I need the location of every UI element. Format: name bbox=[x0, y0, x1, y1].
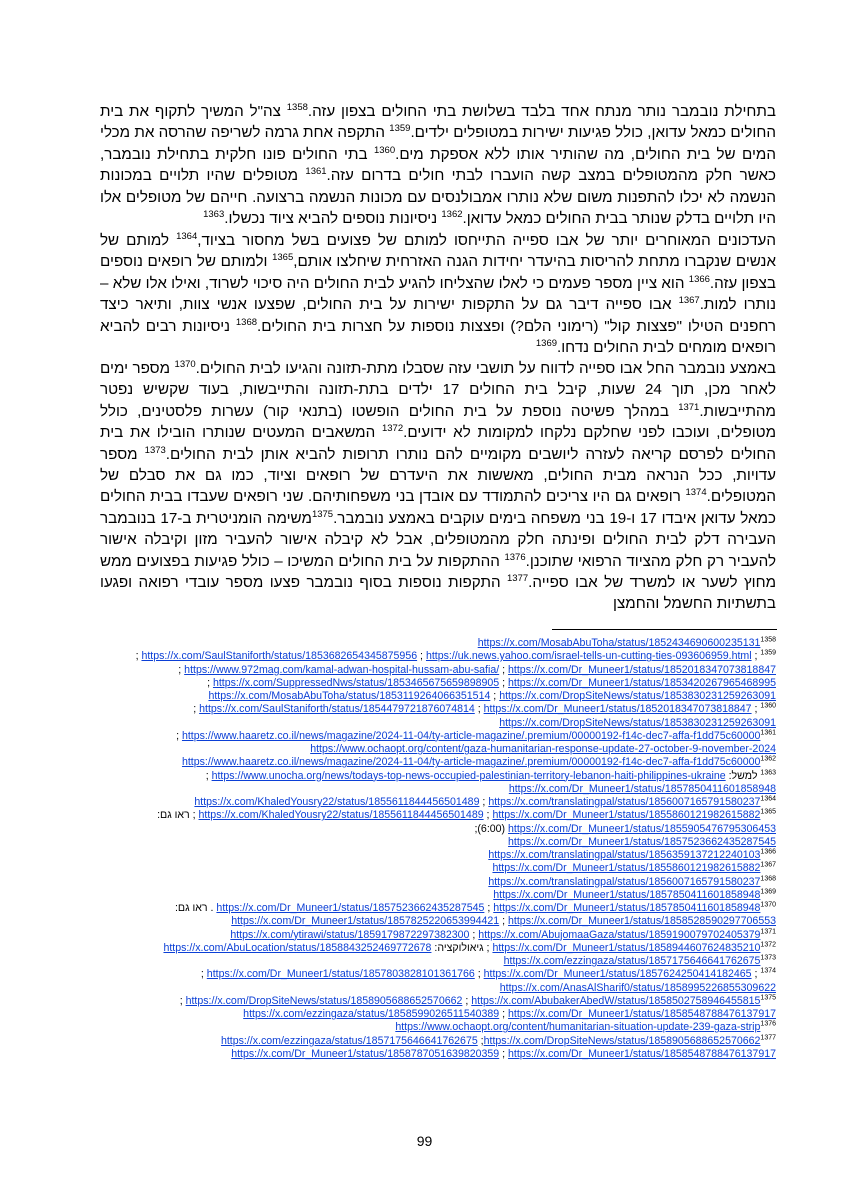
footnote-ref: 1358 bbox=[286, 101, 308, 113]
text-run: ; bbox=[205, 769, 212, 782]
footnote-ref: 1361 bbox=[305, 166, 327, 178]
footnotes-section bbox=[100, 637, 776, 1061]
footnote-ref: 1366 bbox=[760, 848, 776, 856]
footnote bbox=[100, 889, 776, 902]
text-run: ; bbox=[477, 1034, 484, 1047]
text-run: ; bbox=[499, 663, 509, 676]
footnote bbox=[100, 862, 776, 875]
footnote-link[interactable]: https://x.com/Dr_Muneer1/status/1858528590297706553 bbox=[508, 915, 776, 928]
footnote-link[interactable]: https://x.com/SuppressedNws/status/1853465675659898905 bbox=[212, 676, 500, 689]
footnote-link[interactable]: https://www.972mag.com/kamal-adwan-hospital-hussam-abu-safia/ bbox=[184, 663, 500, 676]
text-run: ; bbox=[499, 1008, 509, 1020]
footnote-ref: 1360 bbox=[760, 702, 776, 710]
text-run: ; bbox=[479, 796, 489, 808]
body-paragraph bbox=[100, 230, 776, 358]
footnote-link[interactable]: https://x.com/Dr_Muneer1/status/1852018347073818847 bbox=[483, 703, 752, 716]
text-run: ; bbox=[751, 703, 761, 716]
text-run: למשל: bbox=[725, 769, 761, 782]
footnote-link[interactable]: https://x.com/MosabAbuToha/status/1852434690600235131 bbox=[477, 637, 761, 649]
footnote-link[interactable]: https://x.com/Dr_Muneer1/status/1857523662435287545 bbox=[216, 902, 485, 914]
text-run: ; bbox=[178, 663, 185, 676]
body-paragraph bbox=[100, 101, 776, 229]
page-number: 99 bbox=[416, 1133, 433, 1149]
text-run: הוא ציין מספר פעמים כי לאלו שהצליחו להגיע לבית החולים היה סיכוי לשרוד, ואילו אלו שלא – נותרו למות. bbox=[100, 274, 777, 314]
footnote bbox=[100, 796, 776, 809]
text-run: ; bbox=[200, 968, 207, 981]
footnote-ref: 1376 bbox=[760, 1020, 776, 1028]
footnote-link[interactable]: https://www.unocha.org/news/todays-top-news-occupied-palestinian-territory-lebanon-haiti-philippines-ukraine bbox=[211, 769, 726, 782]
footnote-link[interactable]: https://www.ochaopt.org/content/gaza-humanitarian-response-update-27-october-9-november-2024 bbox=[310, 743, 776, 755]
text-run: צה"ל המשיך לתקוף את בית החולים כמאל עדואן, כולל פגיעות ישירות במטופלים ילדים. bbox=[100, 103, 776, 142]
text-run: ניסיונות נוספים להביא ציוד נכשלו. bbox=[224, 210, 442, 228]
footnote-link[interactable]: https://x.com/ezzingaza/status/1857175646641762675 bbox=[503, 955, 761, 967]
footnote-ref: 1362 bbox=[760, 755, 776, 763]
footnote-ref: 1373 bbox=[144, 444, 166, 456]
text-run: ; bbox=[490, 690, 500, 702]
footnote-ref: 1376 bbox=[504, 551, 526, 563]
footnote-ref: 1365 bbox=[760, 808, 776, 816]
footnote bbox=[100, 836, 776, 849]
footnote-link[interactable]: https://x.com/Dr_Muneer1/status/1857803828101361766 bbox=[206, 968, 475, 981]
text-run: משימה הומניטרית ב-17 בנובמבר העבירה דלק לבית החולים ופינתה חלק מהמטופלים, אבל לא קיבלה אישור להעביר מזון וקיבלה אישור להעביר רק חלק מהציוד הרפואי שתוכנן. bbox=[100, 509, 776, 570]
footnote-link[interactable]: https://x.com/Dr_Muneer1/status/1857850411601858948 bbox=[508, 782, 776, 795]
footnote-link[interactable]: https://x.com/DropSiteNews/status/1853830231259263091 bbox=[499, 690, 776, 702]
footnote-ref: 1360 bbox=[373, 144, 396, 156]
footnote-link[interactable]: https://x.com/Dr_Muneer1/status/1857850411601858948 bbox=[493, 902, 761, 914]
footnote-ref: 1359 bbox=[760, 649, 776, 657]
footnote-ref: 1377 bbox=[760, 1033, 776, 1041]
footnote-link[interactable]: https://x.com/AbubakerAbedW/status/1858502758946455815 bbox=[471, 994, 761, 1007]
text-run: ; bbox=[484, 902, 494, 914]
footnote-link[interactable]: https://x.com/Dr_Muneer1/status/1858548788476137917 bbox=[508, 1008, 776, 1020]
text-run: ; bbox=[193, 703, 200, 716]
footnote-link[interactable]: https://x.com/KhaledYousry22/status/1855611844456501489 bbox=[194, 796, 480, 808]
footnote-ref: 1362 bbox=[441, 208, 463, 220]
text-run: אבו ספייה דיבר גם על התקפות ישירות על בית החולים, שפצעו אנשי צוות, ותיאר כיצד רחפנים הטילו "פצצות קול" (רימוני הלם?) ופצצות נוספות על חצרות בית החולים. bbox=[100, 296, 776, 335]
footnote-link[interactable]: https://x.com/ytirawi/status/1859179872297382300 bbox=[230, 928, 470, 941]
footnote-ref: 1363 bbox=[203, 208, 225, 220]
text-run: ; bbox=[469, 928, 479, 941]
text-run: ; bbox=[179, 994, 186, 1007]
footnote-link[interactable]: https://x.com/AbuLocation/status/1858843252469772678 bbox=[163, 941, 432, 954]
footnote-ref: 1377 bbox=[507, 573, 529, 584]
text-run: ; bbox=[417, 650, 426, 663]
footnote-link[interactable]: https://x.com/translatingpal/status/1856359137212240103 bbox=[488, 849, 761, 861]
text-run: במהלך פשיטה נוספת על בית החולים הופשטו (בתנאי קור) עשרות פלסטינים, כולל מטופלים, ועוכבו לפני שחלקם נלקחו למקומות לא ידועים. bbox=[100, 402, 776, 442]
footnote-link[interactable]: https://x.com/Dr_Muneer1/status/1857523662435287545 bbox=[508, 835, 776, 848]
text-run: ; bbox=[499, 915, 509, 928]
footnote-link[interactable]: https://x.com/ezzingaza/status/1858599026511540389 bbox=[243, 1008, 500, 1020]
footnote-ref: 1358 bbox=[760, 636, 776, 644]
footnote-link[interactable]: https://x.com/ezzingaza/status/1857175646641762675 bbox=[220, 1034, 478, 1047]
footnote bbox=[100, 849, 776, 862]
footnote-ref: 1367 bbox=[678, 295, 700, 307]
footnote-link[interactable]: https://x.com/MosabAbuToha/status/1853119264066351514 bbox=[208, 690, 491, 702]
footnote-link[interactable]: https://x.com/SaulStaniforth/status/1853682654345875956 bbox=[141, 650, 418, 663]
footnote-link[interactable]: https://x.com/Dr_Muneer1/status/1857624250414182465 bbox=[483, 968, 752, 981]
footnote-link[interactable]: https://x.com/AnasAlSharif0/status/1858995226855309622 bbox=[499, 981, 776, 994]
footnote-ref: 1367 bbox=[760, 861, 776, 869]
text-run: העדכונים המאוחרים יותר של אבו ספייה התייחסו למותם של פצועים בשל מחסור בציוד, bbox=[197, 232, 776, 249]
footnote-link[interactable]: https://x.com/Dr_Muneer1/status/1858787051639820359 bbox=[231, 1047, 500, 1060]
text-run: בתחילת נובמבר נותר מנתח אחד בלבד בשלושת בתי החולים בצפון עזה. bbox=[307, 103, 777, 120]
footnote-link[interactable]: https://x.com/AbujomaaGaza/status/1859190079702405379 bbox=[478, 928, 761, 941]
text-run: ; bbox=[499, 676, 509, 689]
text-run: ; bbox=[207, 676, 213, 689]
footnote-link[interactable]: https://www.ochaopt.org/content/humanitarian-situation-update-239-gaza-strip bbox=[395, 1021, 761, 1034]
text-run: ; bbox=[474, 703, 484, 716]
footnote-link[interactable]: https://x.com/Dr_Muneer1/status/1852018347073818847 bbox=[508, 663, 776, 676]
footnote bbox=[100, 942, 776, 955]
footnote bbox=[100, 650, 776, 703]
footnote-ref: 1368 bbox=[235, 316, 258, 328]
footnote-link[interactable]: https://x.com/Dr_Muneer1/status/1857825220653994421 bbox=[231, 915, 500, 928]
footnote-ref: 1361 bbox=[760, 729, 776, 737]
footnote-link[interactable]: https://www.haaretz.co.il/news/magazine/2024-11-04/ty-article-magazine/.premium/00000192-f14c-dec7-affa-f1dd75c60000 bbox=[181, 729, 761, 742]
footnote-ref: 1369 bbox=[760, 888, 776, 896]
text-run: התקפה אחת גרמה לשריפה שהרסה את מכלי המים של בית החולים, מה שהותיר אותו ללא אספקת מים. bbox=[100, 124, 776, 163]
text-run: ; bbox=[483, 809, 493, 822]
footnote-ref: 1364 bbox=[176, 230, 198, 242]
text-run: ההתקפות על בית החולים המשיכו – כולל פגיעות בפצועים ממש מחוץ לשער או למשרד של אבו ספייה. bbox=[100, 552, 776, 592]
footnote bbox=[100, 1021, 776, 1034]
footnote-link[interactable]: https://x.com/DropSiteNews/status/1853830231259263091 bbox=[499, 716, 776, 729]
text-run: ; bbox=[751, 968, 761, 981]
footnote bbox=[100, 902, 776, 929]
footnote bbox=[100, 770, 776, 797]
text-run: ; bbox=[499, 1047, 509, 1060]
body-paragraph bbox=[100, 358, 776, 615]
footnote-ref: 1375 bbox=[760, 994, 776, 1002]
footnote-ref: 1373 bbox=[760, 954, 776, 962]
footnote bbox=[100, 995, 776, 1022]
footnote-link[interactable]: https://x.com/KhaledYousry22/status/1855611844456501489 bbox=[198, 809, 484, 822]
text-run: מספר עדויות, ככל הנראה מבית החולים, מאששות את היעדרם של רופאים וציוד, כמו גם את סבלם של המטופלים. bbox=[100, 445, 776, 506]
footnote-ref: 1372 bbox=[381, 423, 404, 435]
footnote-link[interactable]: https://x.com/Dr_Muneer1/status/1855860121982615882 bbox=[492, 862, 761, 875]
footnote bbox=[100, 756, 776, 769]
text-run: רופאים גם היו צריכים להתמודד עם אובדן בני משפחותיהם. שני רופאים שעבדו בבית החולים כמאל עדואן איבדו 17 ו-19 בני משפחה בימים עוקבים באמצע נובמבר. bbox=[100, 488, 776, 527]
footnote-ref: 1372 bbox=[760, 941, 776, 949]
footnote-ref: 1370 bbox=[760, 901, 776, 909]
footnote-ref: 1374 bbox=[685, 487, 707, 499]
footnote-ref: 1370 bbox=[174, 358, 196, 370]
footnote-link[interactable]: https://www.haaretz.co.il/news/magazine/2024-11-04/ty-article-magazine/.premium/00000192-f14c-dec7-affa-f1dd75c60000 bbox=[181, 756, 761, 769]
text-run: ולמותם של רופאים נוספים בצפון עזה. bbox=[100, 253, 777, 292]
footnote-ref: 1374 bbox=[760, 967, 776, 975]
footnote-link[interactable]: https://x.com/DropSiteNews/status/1858905688652570662 bbox=[185, 994, 463, 1007]
footnote-ref: 1359 bbox=[389, 123, 411, 135]
footnote-ref: 1365 bbox=[272, 252, 294, 264]
footnote-link[interactable]: https://x.com/Dr_Muneer1/status/1855860121982615882 bbox=[492, 809, 761, 822]
text-run: בתי החולים פונו חלקית בתחילת נובמבר, כאשר חלק מהמטופלים במצב קשה הועברו לבתי חולים בדרום עזה. bbox=[100, 145, 776, 185]
footnote-ref: 1371 bbox=[760, 927, 776, 935]
footnote-link[interactable]: https://x.com/translatingpal/status/1856007165791580237 bbox=[488, 796, 761, 808]
footnote-link[interactable]: https://uk.news.yahoo.com/israel-tells-un-cutting-ties-093606959.html bbox=[425, 650, 752, 663]
text-run: ; bbox=[474, 968, 484, 981]
footnote-separator bbox=[552, 629, 777, 630]
footnote-ref: 1363 bbox=[760, 768, 776, 776]
footnote-link[interactable]: https://x.com/translatingpal/status/1856007165791580237 bbox=[488, 875, 761, 888]
text-run: ; bbox=[176, 729, 182, 742]
footnote bbox=[100, 876, 776, 889]
text-run: התקפות נוספות בסוף נובמבר פצעו מספר עובדי רפואה ופגעו בתשתיות החשמל והחמצן bbox=[100, 574, 776, 613]
footnote-link[interactable]: https://x.com/Dr_Muneer1/status/1857850411601858948 bbox=[493, 888, 761, 901]
footnote bbox=[100, 809, 776, 836]
footnote bbox=[100, 955, 776, 968]
footnote-ref: 1375 bbox=[311, 508, 334, 520]
footnote bbox=[100, 1048, 776, 1061]
footnote-ref: 1371 bbox=[678, 401, 700, 413]
footnote bbox=[100, 968, 776, 995]
footnote bbox=[100, 637, 776, 650]
text-run: ; גיאולוקציה: bbox=[431, 941, 493, 954]
footnote-link[interactable]: https://x.com/Dr_Muneer1/status/1853420267965468995 bbox=[508, 676, 776, 689]
text-run: מטופלים שהיו תלויים במכונות הנשמה לא יכלו להתפנות משום שלא נותרו אמבולנסים עם מכונות הנשמה ברצועה. חייהם של מטופלים אלו היו תלויים בדלק שנותר בבית החולים כמאל עדואן. bbox=[100, 167, 776, 228]
footnote-link[interactable]: https://x.com/Dr_Muneer1/status/1858548788476137917 bbox=[508, 1047, 776, 1060]
footnote-ref: 1369 bbox=[535, 337, 558, 349]
footnote-ref: 1366 bbox=[688, 273, 710, 285]
footnote-link[interactable]: https://x.com/Dr_Muneer1/status/1855905476795306453 bbox=[508, 822, 776, 835]
text-run: ניסיונות רבים להביא רופאים מומחים לבית החולים נדחו. bbox=[100, 317, 776, 357]
footnote bbox=[100, 929, 776, 942]
footnote bbox=[100, 730, 776, 757]
text-run: . ראו גם: bbox=[174, 902, 217, 914]
text-run: המשאבים המעטים שנותרו הובילו את בית החולים לפרסם קריאה לעזרה ליושבים מקומיים להם נותרו תרופות להביא אותן לבית החולים. bbox=[100, 424, 776, 463]
text-run: (6:00); bbox=[474, 822, 509, 835]
footnote-link[interactable]: https://x.com/DropSiteNews/status/1858905688652570662 bbox=[483, 1034, 761, 1047]
footnote-link[interactable]: https://x.com/SaulStaniforth/status/1854479721876074814 bbox=[199, 703, 475, 716]
text-run: ; bbox=[462, 994, 472, 1007]
footnote-ref: 1364 bbox=[760, 795, 776, 803]
text-run: מספר ימים לאחר מכן, תוך 24 שעות, קיבל בית החולים 17 ילדים בתת-תזונה והתייבשות, בעוד שקשיש נפטר מהתייבשות. bbox=[100, 360, 776, 420]
footnote-ref: 1368 bbox=[760, 874, 776, 882]
footnote bbox=[100, 1035, 776, 1048]
text-run: ; ראו גם: bbox=[157, 809, 199, 822]
footnote-link[interactable]: https://x.com/Dr_Muneer1/status/1858944607624835210 bbox=[492, 941, 761, 954]
text-run: למותם של אנשים שנקברו מתחת להריסות בהיעדר יחידות הגנה האזרחית שיחלצו אותם, bbox=[100, 232, 776, 271]
footnote bbox=[100, 703, 776, 730]
text-run: ; bbox=[751, 650, 761, 663]
text-run: ; bbox=[135, 650, 142, 663]
text-run: באמצע נובמבר החל אבו ספייה לדווח על תושבי עזה שסבלו מתת-תזונה והגיעו לבית החולים. bbox=[195, 360, 777, 377]
